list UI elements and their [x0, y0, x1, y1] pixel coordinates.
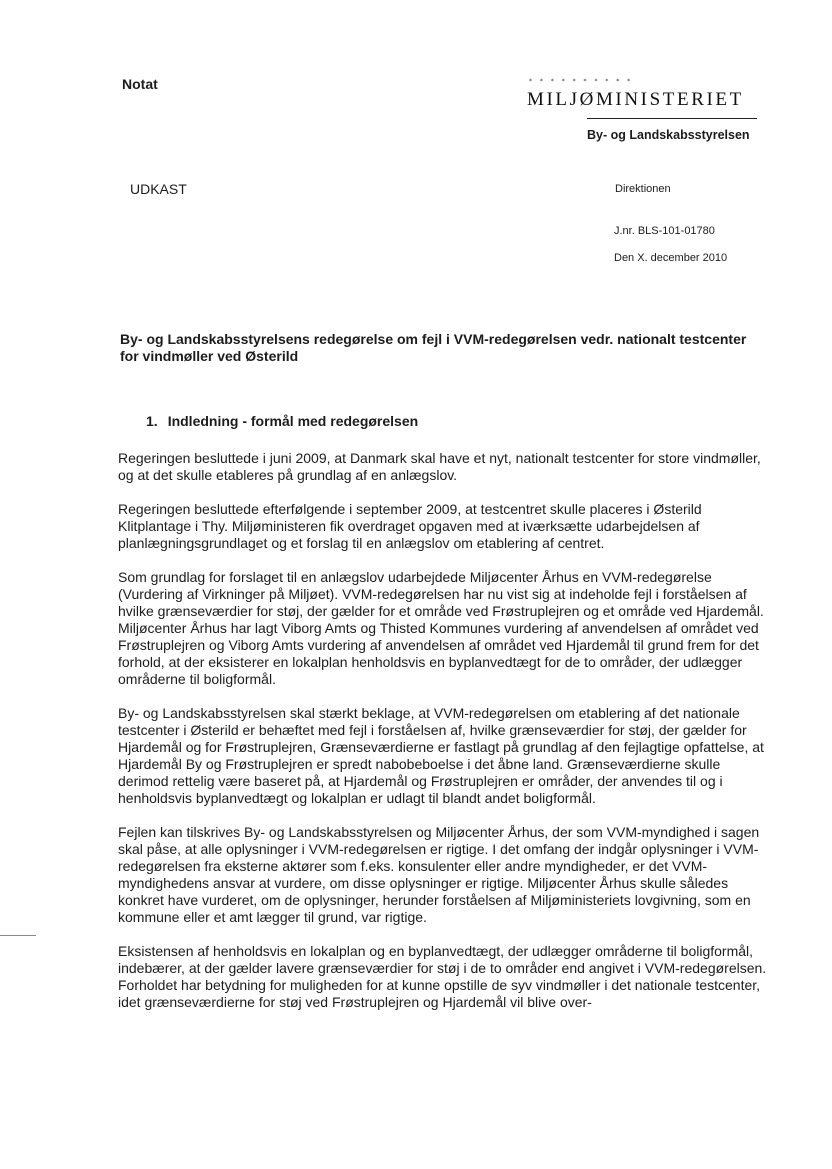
draft-label: UDKAST — [130, 181, 187, 197]
department-name: Direktionen — [615, 183, 671, 195]
ministry-logo-stars: * * * * * * * * * * — [529, 78, 634, 85]
section-number: 1. — [146, 413, 158, 429]
paragraph: By- og Landskabsstyrelsen skal stærkt beklage, at VVM-redegørelsen om etablering af det nationale testcenter i Østerild er behæftet med fejl i forståelsen af, hvilke grænseværdier for støj, der gælder for Hjardemål og for Frøstruplejren, Grænseværdierne er fastlagt på grundlag af den fejlagtige opfattelse, at Hjardemål By og Frøstruplejren er spredt nabobeboelse i det åbne land. Grænseværdierne skulle derimod rettelig være baseret på, at Hjardemål og Frøstruplejren er områder, der anvendes til og i henholdsvis byplanvedtægt og lokalplan er udlagt til blandt andet boligformål. — [118, 705, 764, 806]
section-title: Indledning - formål med redegørelsen — [167, 413, 419, 429]
paragraph: Regeringen besluttede efterfølgende i september 2009, at testcentret skulle placeres i Østerild Klitplantage i Thy. Miljøministeren fik overdraget opgaven med at iværksætte udarbejdelsen af planlægningsgrundlaget og et forslag til en anlægslov om etablering af centret. — [118, 501, 702, 551]
document-title: By- og Landskabsstyrelsens redegørelse om fejl i VVM-redegørelsen vedr. nationalt testcenter for vindmøller ved Østerild — [120, 331, 747, 364]
logo-underline — [587, 118, 757, 119]
journal-number: J.nr. BLS-101-01780 — [614, 225, 715, 237]
paragraph: Eksistensen af henholdsvis en lokalplan og en byplanvedtægt, der udlægger områderne til boligformål, indebærer, at der gælder lavere grænseværdier for støj i de to områder end angivet i VVM-redegørelsen. Forholdet har betydning for muligheden for at kunne opstille de syv vindmøller i det nationale testcenter, idet grænseværdierne for støj ved Frøstruplejren og Hjardemål vil blive over- — [118, 943, 767, 1010]
document-date: Den X. december 2010 — [614, 252, 728, 264]
agency-name: By- og Landskabsstyrelsen — [587, 128, 750, 142]
ministry-logo: MILJØMINISTERIET — [527, 89, 744, 110]
document-type-label: Notat — [122, 76, 158, 92]
paragraph: Regeringen besluttede i juni 2009, at Danmark skal have et nyt, nationalt testcenter for store vindmøller, og at det skulle etableres på grundlag af en anlægslov. — [118, 450, 761, 483]
paragraph: Som grundlag for forslaget til en anlægslov udarbejdede Miljøcenter Århus en VVM-redegørelse (Vurdering af Virkninger på Miljøet). VVM-redegørelsen har nu vist sig at indeholde fejl i forståelsen af hvilke grænseværdier for støj, der gælder for et område ved Frøstruplejren og et område ved Hjardemål. Miljøcenter Århus har lagt Viborg Amts og Thisted Kommunes vurdering af anvendelsen af området ved Frøstruplejren og Viborg Amts vurdering af anvendelsen af området ved Hjardemål til grund frem for det forhold, at der eksisterer en lokalplan henholdsvis en byplanvedtægt for de to områder, der udlægger områderne til boligformål. — [118, 569, 764, 687]
scan-fold-mark — [0, 935, 36, 936]
paragraph: Fejlen kan tilskrives By- og Landskabsstyrelsen og Miljøcenter Århus, der som VVM-myndighed i sagen skal påse, at alle oplysninger i VVM-redegørelsen er rigtige. I det omfang der indgår oplysninger i VVM-redegørelsen fra eksterne aktører som f.eks. konsulenter eller andre myndigheder, er det VVM-myndighedens ansvar at vurdere, om disse oplysninger er rigtige. Miljøcenter Århus skulle således konkret have vurderet, om de oplysninger, herunder forståelsen af Miljøministeriets lovgivning, som en kommune eller et amt lægger til grund, var rigtige. — [118, 824, 760, 925]
section-heading — [146, 413, 418, 429]
body-text — [118, 450, 772, 1028]
